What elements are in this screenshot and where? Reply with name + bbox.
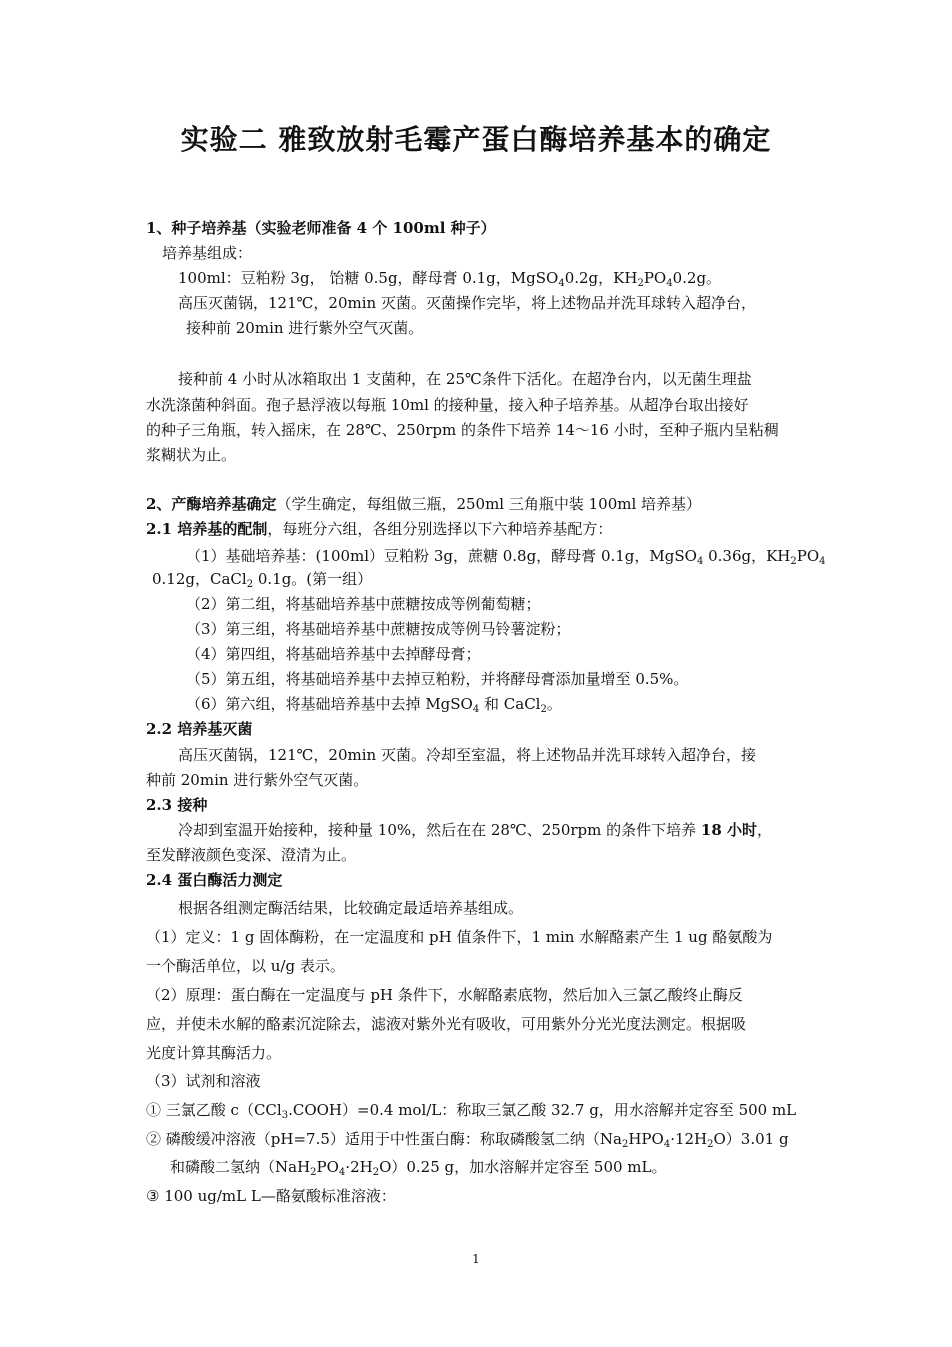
reagents-heading: （3）试剂和溶液 <box>146 1072 261 1090</box>
section-2-2-line-1: 高压灭菌锅，121℃，20min 灭菌。冷却至室温，将上述物品并洗耳球转入超净台，接 <box>178 746 756 764</box>
section-2-3-line-1: 冷却到室温开始接种，接种量 10%，然后在在 28℃、250rpm 的条件下培养 18 小时， <box>178 821 773 839</box>
section-2-2-heading: 2.2 培养基灭菌 <box>146 720 253 738</box>
principle-line-3: 光度计算其酶活力。 <box>146 1044 282 1062</box>
medium-item-2: （2）第二组，将基础培养基中蔗糖按成等例葡萄糖； <box>186 595 541 613</box>
section-2-4-intro: 根据各组测定酶活结果，比较确定最适培养基组成。 <box>178 899 524 917</box>
document-title: 实验二 雅致放射毛霉产蛋白酶培养基本的确定 <box>180 123 772 156</box>
section-1-heading: 1、种子培养基（实验老师准备 4 个 100ml 种子） <box>146 219 496 237</box>
section-2-3-heading: 2.3 接种 <box>146 796 208 814</box>
definition-line-1: （1）定义：1 g 固体酶粉，在一定温度和 pH 值条件下，1 min 水解酪素产生 1 ug 酪氨酸为 <box>146 928 773 946</box>
reagent-3: ③ 100 ug/mL L—酪氨酸标准溶液： <box>146 1187 396 1205</box>
principle-line-2: 应，并使未水解的酪素沉淀除去，滤液对紫外光有吸收，可用紫外分光光度法测定。根据吸 <box>146 1015 747 1033</box>
section-2-1-heading: 2.1 培养基的配制，每班分六组，各组分别选择以下六种培养基配方： <box>146 520 613 538</box>
activation-paragraph-line-4: 浆糊状为止。 <box>146 446 237 464</box>
medium-item-6: （6）第六组，将基础培养基中去掉 MgSO$_4$ 和 CaCl$_2$。 <box>186 695 562 715</box>
activation-paragraph-line-1: 接种前 4 小时从冰箱取出 1 支菌种，在 25℃条件下活化。在超净台内，以无菌生理盐 <box>178 370 752 388</box>
sterilization-line-1: 高压灭菌锅，121℃，20min 灭菌。灭菌操作完毕，将上述物品并洗耳球转入超净台， <box>178 294 756 312</box>
section-2-heading: 2、产酶培养基确定（学生确定，每组做三瓶，250ml 三角瓶中装 100ml 培养基） <box>146 495 702 513</box>
sterilization-line-2: 接种前 20min 进行紫外空气灭菌。 <box>186 319 424 337</box>
reagent-1: ① 三氯乙酸 c（CCl$_3$.COOH）=0.4 mol/L：称取三氯乙酸 32.7 g，用水溶解并定容至 500 mL <box>146 1101 797 1121</box>
medium-item-4: （4）第四组，将基础培养基中去掉酵母膏； <box>186 645 481 663</box>
page-number: 1 <box>472 1252 480 1266</box>
seed-medium-formula: 100ml：豆粕粉 3g， 饴糖 0.5g，酵母膏 0.1g，MgSO$_4$0.2g，$KH_2PO_40.2g$。 <box>178 269 722 289</box>
section-2-2-line-2: 种前 20min 进行紫外空气灭菌。 <box>146 771 369 789</box>
medium-item-3: （3）第三组，将基础培养基中蔗糖按成等例马铃薯淀粉； <box>186 620 571 638</box>
definition-line-2: 一个酶活单位，以 u/g 表示。 <box>146 957 345 975</box>
activation-paragraph-line-2: 水洗涤菌种斜面。孢子悬浮液以每瓶 10ml 的接种量，接入种子培养基。从超净台取出接好 <box>146 396 749 414</box>
section-2-3-line-2: 至发酵液颜色变深、澄清为止。 <box>146 846 357 864</box>
reagent-2-line-1: ② 磷酸缓冲溶液（pH=7.5）适用于中性蛋白酶：称取磷酸氢二纳$(Na_2HPO_4\cdot 12H_2O)3.01$ g <box>146 1130 789 1150</box>
medium-item-5: （5）第五组，将基础培养基中去掉豆粕粉，并将酵母膏添加量增至 0.5%。 <box>186 670 689 688</box>
principle-line-1: （2）原理：蛋白酶在一定温度与 pH 条件下，水解酪素底物，然后加入三氯乙酸终止酶反 <box>146 986 743 1004</box>
medium-item-1-line-1: （1）基础培养基：(100ml）豆粕粉 3g，蔗糖 0.8g，酵母膏 0.1g，MgSO$_4$ 0.36g，$KH_2PO_4$ <box>186 547 826 567</box>
section-2-4-heading: 2.4 蛋白酶活力测定 <box>146 871 283 889</box>
activation-paragraph-line-3: 的种子三角瓶，转入摇床，在 28℃、250rpm 的条件下培养 14～16 小时，至种子瓶内呈粘稠 <box>146 421 779 439</box>
reagent-2-line-2: 和磷酸二氢纳$(NaH_2PO_4\cdot 2H_2O)0.25$ g，加水溶解并定容至 500 mL。 <box>170 1158 667 1178</box>
medium-item-1-line-2: 0.12g，CaCl$_2$ 0.1g。(第一组） <box>152 570 373 590</box>
composition-label: 培养基组成： <box>162 244 253 262</box>
